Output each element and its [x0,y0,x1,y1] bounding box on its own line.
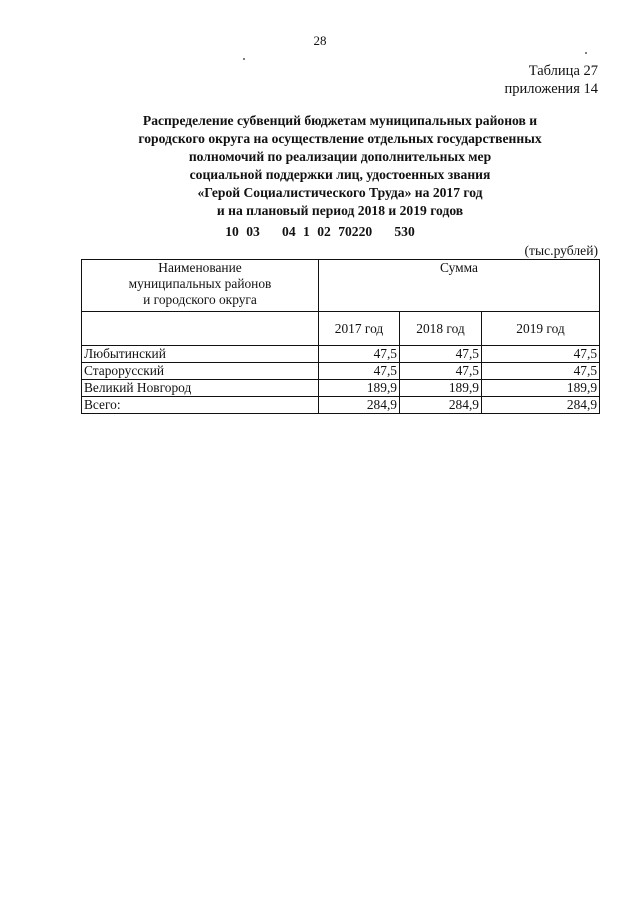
document-title [80,112,600,220]
row-value: 47,5 [400,346,482,363]
title-line: и на плановый период 2018 и 2019 годов [216,203,464,218]
row-value: 189,9 [482,380,600,397]
table-row [82,346,600,363]
header-year-2017: 2017 год [319,312,400,346]
total-value: 284,9 [400,397,482,414]
header-name-cell [82,260,319,312]
header-name-line: и городского округа [143,292,257,307]
title-line: «Герой Социалистического Труда» на 2017 год [197,185,483,200]
budget-classification-code: 10 03 04 1 02 70220 530 [225,224,415,239]
table-row [82,363,600,380]
table-row [82,380,600,397]
table-header-row [82,260,600,312]
row-name: Великий Новгород [82,380,319,397]
total-value: 284,9 [482,397,600,414]
units-label: (тыс.рублей) [524,243,598,258]
header-name-line: Наименование [158,260,242,275]
subsidy-table [81,259,600,414]
table-reference [505,62,598,98]
row-name: Любытинский [82,346,319,363]
scan-speck [243,58,245,60]
header-blank-cell [82,312,319,346]
header-sum-cell: Сумма [319,260,600,312]
title-line: городского округа на осуществление отдельных государственных [138,131,542,146]
title-line: социальной поддержки лиц, удостоенных звания [189,167,491,182]
row-value: 47,5 [319,363,400,380]
header-year-2018: 2018 год [400,312,482,346]
total-label: Всего: [82,397,319,414]
table-number: Таблица 27 [528,63,598,79]
row-value: 189,9 [400,380,482,397]
header-year-2019: 2019 год [482,312,600,346]
table-total-row [82,397,600,414]
row-value: 47,5 [482,346,600,363]
header-name-line: муниципальных районов [128,276,272,291]
total-value: 284,9 [319,397,400,414]
table-year-row [82,312,600,346]
row-value: 189,9 [319,380,400,397]
title-line: Распределение субвенций бюджетам муниципальных районов и [142,113,538,128]
row-value: 47,5 [319,346,400,363]
appendix-number: приложения 14 [504,81,598,97]
scan-speck [585,52,587,54]
row-value: 47,5 [482,363,600,380]
row-name: Старорусский [82,363,319,380]
row-value: 47,5 [400,363,482,380]
title-line: полномочий по реализации дополнительных мер [188,149,492,164]
page-number: 28 [313,33,327,48]
